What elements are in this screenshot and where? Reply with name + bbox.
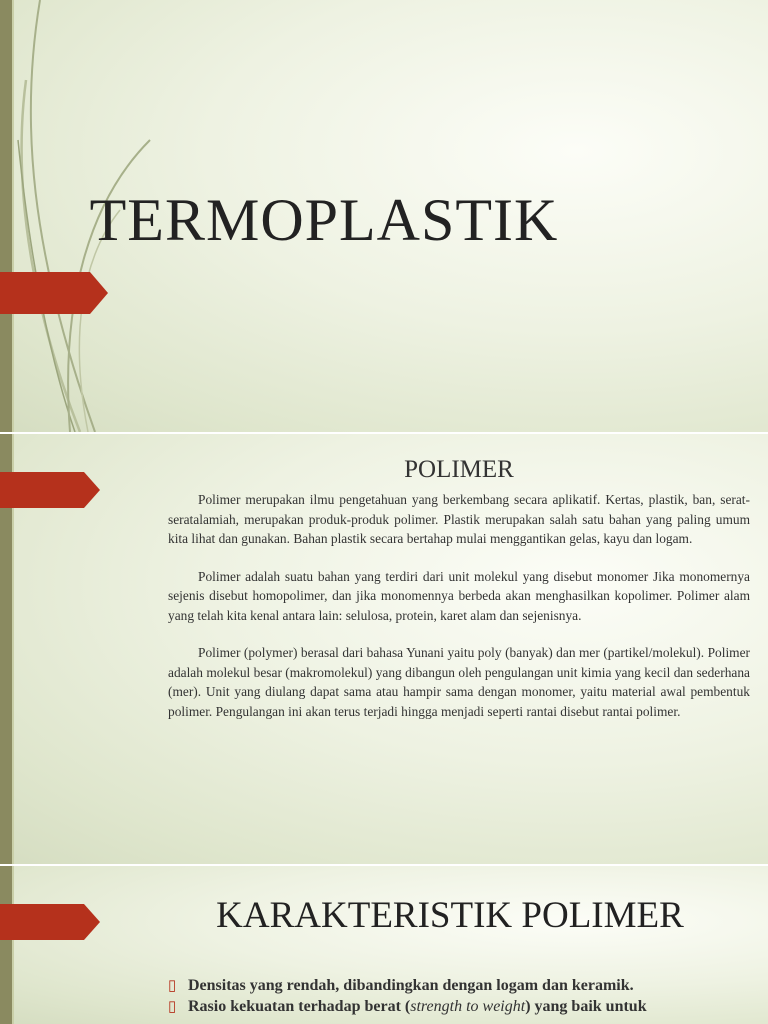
list-item-text: Rasio kekuatan terhadap berat (strength to weight) yang baik untuk <box>188 998 647 1015</box>
list-item <box>168 976 748 995</box>
slide-title-text: TERMOPLASTIK <box>89 187 559 253</box>
slide-karakteristik <box>0 866 768 1024</box>
bullet-icon: ▯ <box>168 978 177 994</box>
body-text <box>168 490 750 739</box>
characteristics-list <box>168 976 748 1018</box>
accent-arrow-tab <box>0 472 100 508</box>
list-item-text: Densitas yang rendah, dibandingkan dengan logam dan keramik. <box>188 977 634 994</box>
accent-arrow-tab <box>0 904 100 940</box>
bullet-icon: ▯ <box>168 999 177 1015</box>
slide-edge-bar <box>0 866 12 1024</box>
paragraph: Polimer (polymer) berasal dari bahasa Yunani yaitu poly (banyak) dan mer (partikel/molekul). Polimer adalah molekul besar (makromolekul) yang dibangun oleh pengulangan unit kimia yang kecil dan sederhana (mer). Unit yang diulang dapat sama atau hampir sama dengan monomer, yaitu material awal pembentuk polimer. Pengulangan ini akan terus terjadi hingga menjadi seperti rantai disebut rantai polimer. <box>168 645 750 719</box>
slide-polimer <box>0 434 768 864</box>
paragraph: Polimer merupakan ilmu pengetahuan yang berkembang secara aplikatif. Kertas, plastik, ban, serat-seratalamiah, merupakan produk-produk polimer. Plastik merupakan salah satu bahan yang paling umum kita lihat dan gunakan. Bahan plastik secara bertahap mulai menggantikan gelas, kayu dan logam. <box>168 492 750 546</box>
list-item <box>168 997 748 1016</box>
paragraph: Polimer adalah suatu bahan yang terdiri dari unit molekul yang disebut monomer Jika monomernya sejenis disebut homopolimer, dan jika monomennya berbeda akan menghasilkan kopolimer. Polimer alam yang telah kita kenal antara lain: selulosa, protein, karet alam dan sejenisnya. <box>168 568 750 623</box>
slide-edge-strip <box>12 866 14 1024</box>
section-heading: POLIMER <box>404 456 514 483</box>
accent-arrow-tab <box>0 272 108 314</box>
slide-title <box>0 0 768 432</box>
section-heading: KARAKTERISTIK POLIMER <box>216 895 684 936</box>
